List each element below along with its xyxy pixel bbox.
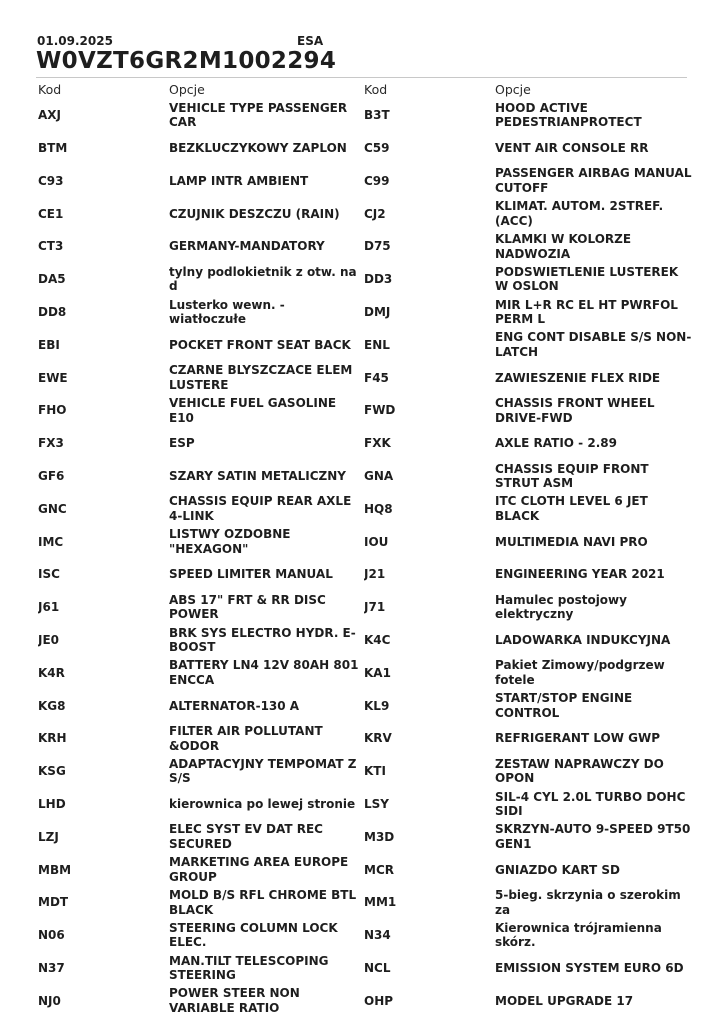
- option-desc-left: [169, 689, 361, 722]
- column-header-options-left: Opcje: [169, 82, 205, 97]
- option-desc-right-text: SKRZYN-AUTO 9-SPEED 9T50 GEN1: [495, 822, 691, 851]
- option-code-right-text: F45: [364, 370, 389, 385]
- option-desc-right-text: Kierownica trójramienna skórz.: [495, 920, 662, 950]
- option-code-right: [364, 197, 484, 230]
- option-desc-right: [495, 263, 695, 296]
- option-code-left-text: IMC: [38, 534, 64, 549]
- option-desc-left: [169, 624, 361, 657]
- option-code-right: [364, 427, 484, 460]
- option-code-right-text: KL9: [364, 698, 390, 713]
- option-code-left-text: GNC: [38, 501, 67, 516]
- option-code-right: [364, 525, 484, 558]
- option-code-left-text: CT3: [38, 239, 64, 254]
- option-desc-left: [169, 296, 361, 329]
- option-desc-left: [169, 722, 361, 755]
- option-code-right-text: KTI: [364, 764, 386, 779]
- option-code-left-text: FX3: [38, 436, 64, 451]
- option-code-left-text: KSG: [38, 764, 66, 779]
- option-code-left: [38, 985, 158, 1018]
- option-desc-left-text: VEHICLE TYPE PASSENGER CAR: [169, 100, 348, 130]
- option-desc-left: [169, 755, 361, 788]
- option-desc-right: [495, 689, 695, 722]
- option-desc-right: [495, 99, 695, 132]
- option-code-right-text: HQ8: [364, 501, 393, 516]
- table-row: [0, 853, 723, 886]
- option-code-left-text: BTM: [38, 140, 68, 155]
- option-desc-left: [169, 230, 361, 263]
- option-code-right: [364, 985, 484, 1018]
- option-code-left: [38, 361, 158, 394]
- option-desc-right: [495, 525, 695, 558]
- option-desc-right: [495, 558, 695, 591]
- option-code-right-text: KA1: [364, 665, 391, 680]
- option-code-left: [38, 624, 158, 657]
- option-desc-left-text: LAMP INTR AMBIENT: [169, 173, 309, 188]
- option-desc-right-text: 5-bieg. skrzynia o szerokim za: [495, 888, 681, 917]
- option-code-right: [364, 558, 484, 591]
- option-code-left-text: CE1: [38, 206, 64, 221]
- option-desc-right-text: SIL-4 CYL 2.0L TURBO DOHC SIDI: [495, 789, 686, 819]
- table-row: [0, 493, 723, 526]
- option-desc-right-text: EMISSION SYSTEM EURO 6D: [495, 960, 684, 975]
- option-desc-right: [495, 460, 695, 493]
- option-desc-right-text: MODEL UPGRADE 17: [495, 993, 634, 1008]
- option-desc-right: [495, 296, 695, 329]
- option-code-left-text: J61: [38, 600, 60, 615]
- table-row: [0, 394, 723, 427]
- table-row: [0, 919, 723, 952]
- option-code-left: [38, 165, 158, 198]
- option-desc-right-text: CHASSIS FRONT WHEEL DRIVE-FWD: [495, 396, 655, 425]
- option-desc-left: [169, 558, 361, 591]
- option-code-right: [364, 886, 484, 919]
- table-row: [0, 788, 723, 821]
- option-code-left-text: DD8: [38, 304, 67, 319]
- option-desc-left: [169, 591, 361, 624]
- option-desc-left-text: BATTERY LN4 12V 80AH 801 ENCCA: [169, 658, 359, 687]
- option-code-left-text: ISC: [38, 567, 60, 582]
- option-code-left: [38, 427, 158, 460]
- option-desc-right-text: MIR L+R RC EL HT PWRFOL PERM L: [495, 297, 678, 327]
- option-desc-left: [169, 132, 361, 165]
- option-desc-left-text: BRK SYS ELECTRO HYDR. E-BOOST: [169, 625, 356, 655]
- option-desc-left-text: CHASSIS EQUIP REAR AXLE 4-LINK: [169, 494, 352, 523]
- option-code-right-text: DD3: [364, 272, 393, 287]
- option-code-right: [364, 394, 484, 427]
- column-header-code-right: Kod: [364, 82, 388, 97]
- option-code-right-text: FWD: [364, 403, 396, 418]
- option-desc-left-text: VEHICLE FUEL GASOLINE E10: [169, 396, 337, 425]
- option-code-left: [38, 230, 158, 263]
- option-code-left-text: DA5: [38, 272, 66, 287]
- table-row: [0, 263, 723, 296]
- option-desc-right-text: ENG CONT DISABLE S/S NON-LATCH: [495, 330, 692, 359]
- option-desc-right-text: KLAMKI W KOLORZE NADWOZIA: [495, 232, 632, 261]
- option-desc-left: [169, 197, 361, 230]
- table-row: [0, 657, 723, 690]
- option-desc-left: [169, 99, 361, 132]
- option-code-left-text: AXJ: [38, 108, 62, 123]
- option-desc-right-text: KLIMAT. AUTOM. 2STREF. (ACC): [495, 199, 664, 228]
- option-desc-left: [169, 165, 361, 198]
- option-desc-left: [169, 460, 361, 493]
- option-code-left-text: MBM: [38, 862, 72, 877]
- column-header-options-right: Opcje: [495, 82, 531, 97]
- option-code-right: [364, 460, 484, 493]
- option-desc-left: [169, 886, 361, 919]
- option-desc-left-text: FILTER AIR POLLUTANT &ODOR: [169, 724, 323, 753]
- option-desc-left-text: STEERING COLUMN LOCK ELEC.: [169, 920, 338, 950]
- option-code-right-text: DMJ: [364, 304, 391, 319]
- option-code-left: [38, 263, 158, 296]
- option-desc-right: [495, 493, 695, 526]
- option-code-right-text: J71: [364, 600, 386, 615]
- option-code-right-text: N34: [364, 928, 391, 943]
- option-code-right-text: IOU: [364, 534, 389, 549]
- option-code-right-text: M3D: [364, 829, 395, 844]
- option-desc-left: [169, 952, 361, 985]
- option-desc-right: [495, 624, 695, 657]
- option-desc-right: [495, 919, 695, 952]
- option-desc-left-text: MOLD B/S RFL CHROME BTL BLACK: [169, 888, 357, 917]
- option-desc-right: [495, 788, 695, 821]
- option-desc-left-text: GERMANY-MANDATORY: [169, 239, 325, 254]
- option-desc-right: [495, 591, 695, 624]
- option-code-right-text: MM1: [364, 895, 397, 910]
- option-code-right-text: D75: [364, 239, 391, 254]
- option-desc-right-text: Hamulec postojowy elektryczny: [495, 592, 627, 622]
- option-code-left: [38, 493, 158, 526]
- option-desc-left: [169, 493, 361, 526]
- option-desc-right-text: AXLE RATIO - 2.89: [495, 436, 617, 451]
- option-desc-right-text: ZESTAW NAPRAWCZY DO OPON: [495, 756, 664, 786]
- option-desc-right: [495, 165, 695, 198]
- table-row: [0, 427, 723, 460]
- option-desc-right-text: START/STOP ENGINE CONTROL: [495, 691, 633, 720]
- option-desc-left: [169, 919, 361, 952]
- option-desc-left-text: LISTWY OZDOBNE "HEXAGON": [169, 527, 291, 556]
- option-desc-right-text: ITC CLOTH LEVEL 6 JET BLACK: [495, 494, 648, 523]
- column-header-code-left: Kod: [38, 82, 62, 97]
- option-desc-right-text: ENGINEERING YEAR 2021: [495, 567, 665, 582]
- option-code-left: [38, 755, 158, 788]
- option-code-right-text: MCR: [364, 862, 394, 877]
- header-divider: [36, 77, 687, 78]
- option-code-left-text: K4R: [38, 665, 65, 680]
- option-desc-left-text: tylny podlokietnik z otw. na d: [169, 264, 357, 294]
- option-code-left: [38, 722, 158, 755]
- table-row: [0, 624, 723, 657]
- option-code-left: [38, 394, 158, 427]
- option-desc-right-text: PODSWIETLENIE LUSTEREK W OSLON: [495, 264, 679, 294]
- table-row: [0, 821, 723, 854]
- option-desc-left-text: MAN.TILT TELESCOPING STEERING: [169, 953, 329, 983]
- option-desc-left-text: ELEC SYST EV DAT REC SECURED: [169, 822, 323, 851]
- option-code-right: [364, 919, 484, 952]
- option-desc-right-text: CHASSIS EQUIP FRONT STRUT ASM: [495, 461, 649, 491]
- option-desc-left-text: ABS 17" FRT & RR DISC POWER: [169, 592, 326, 622]
- option-code-left: [38, 657, 158, 690]
- option-code-right: [364, 788, 484, 821]
- table-row: [0, 952, 723, 985]
- table-row: [0, 591, 723, 624]
- document-date: 01.09.2025: [37, 34, 113, 48]
- option-desc-left-text: Lusterko wewn. - wiatłoczułe: [169, 297, 285, 327]
- option-desc-right: [495, 230, 695, 263]
- option-desc-left: [169, 394, 361, 427]
- option-desc-right-text: HOOD ACTIVE PEDESTRIANPROTECT: [495, 100, 642, 130]
- option-code-right: [364, 722, 484, 755]
- option-code-left-text: EWE: [38, 370, 68, 385]
- option-desc-right: [495, 657, 695, 690]
- option-desc-left-text: SPEED LIMITER MANUAL: [169, 567, 333, 582]
- table-row: [0, 558, 723, 591]
- table-row: [0, 689, 723, 722]
- option-code-right: [364, 624, 484, 657]
- option-desc-left: [169, 788, 361, 821]
- option-code-right: [364, 296, 484, 329]
- option-desc-left: [169, 821, 361, 854]
- option-code-left: [38, 132, 158, 165]
- option-desc-left-text: ESP: [169, 436, 195, 451]
- option-desc-left: [169, 263, 361, 296]
- option-desc-left: [169, 329, 361, 362]
- option-desc-left: [169, 525, 361, 558]
- option-desc-left-text: kierownica po lewej stronie: [169, 796, 356, 811]
- option-code-left: [38, 591, 158, 624]
- option-code-right: [364, 263, 484, 296]
- option-desc-right: [495, 361, 695, 394]
- option-desc-left-text: CZARNE BLYSZCZACE ELEM LUSTERE: [169, 363, 353, 392]
- option-desc-right: [495, 755, 695, 788]
- option-code-right-text: CJ2: [364, 206, 386, 221]
- option-code-right-text: J21: [364, 567, 386, 582]
- option-code-left: [38, 329, 158, 362]
- option-desc-right: [495, 952, 695, 985]
- option-desc-right-text: ZAWIESZENIE FLEX RIDE: [495, 370, 661, 385]
- option-code-right: [364, 329, 484, 362]
- option-code-right: [364, 99, 484, 132]
- option-desc-right: [495, 722, 695, 755]
- option-desc-left-text: POWER STEER NON VARIABLE RATIO: [169, 986, 300, 1015]
- option-desc-right: [495, 132, 695, 165]
- option-code-right-text: NCL: [364, 960, 391, 975]
- table-row: [0, 722, 723, 755]
- option-desc-left-text: CZUJNIK DESZCZU (RAIN): [169, 206, 340, 221]
- option-desc-right: [495, 394, 695, 427]
- option-desc-right-text: PASSENGER AIRBAG MANUAL CUTOFF: [495, 166, 692, 195]
- option-desc-right-text: VENT AIR CONSOLE RR: [495, 140, 649, 155]
- option-code-right-text: GNA: [364, 468, 394, 483]
- option-code-left-text: N37: [38, 960, 65, 975]
- option-code-right: [364, 755, 484, 788]
- table-row: [0, 329, 723, 362]
- option-desc-left: [169, 985, 361, 1018]
- option-code-left: [38, 525, 158, 558]
- option-code-left: [38, 886, 158, 919]
- option-desc-right-text: GNIAZDO KART SD: [495, 862, 620, 877]
- option-desc-left: [169, 427, 361, 460]
- option-code-right: [364, 952, 484, 985]
- option-code-left-text: GF6: [38, 468, 65, 483]
- option-code-right: [364, 853, 484, 886]
- option-desc-right-text: MULTIMEDIA NAVI PRO: [495, 534, 648, 549]
- option-desc-left: [169, 657, 361, 690]
- option-code-right-text: KRV: [364, 731, 392, 746]
- option-desc-right: [495, 427, 695, 460]
- option-desc-right: [495, 886, 695, 919]
- document-code: ESA: [297, 34, 324, 48]
- option-code-right: [364, 132, 484, 165]
- option-code-left: [38, 296, 158, 329]
- option-code-left: [38, 460, 158, 493]
- table-row: [0, 197, 723, 230]
- option-desc-right: [495, 329, 695, 362]
- option-desc-right: [495, 197, 695, 230]
- option-code-right: [364, 689, 484, 722]
- option-code-left: [38, 788, 158, 821]
- option-code-right-text: OHP: [364, 993, 394, 1008]
- option-desc-left: [169, 853, 361, 886]
- option-code-left: [38, 821, 158, 854]
- table-row: [0, 361, 723, 394]
- option-code-right-text: ENL: [364, 337, 390, 352]
- option-code-left: [38, 853, 158, 886]
- option-desc-right: [495, 821, 695, 854]
- option-desc-left-text: SZARY SATIN METALICZNY: [169, 468, 346, 483]
- option-code-right: [364, 657, 484, 690]
- vin-number: W0VZT6GR2M1002294: [36, 48, 337, 74]
- option-desc-left-text: ADAPTACYJNY TEMPOMAT Z S/S: [169, 756, 357, 786]
- option-desc-right-text: LADOWARKA INDUKCYJNA: [495, 632, 671, 647]
- option-code-left-text: FHO: [38, 403, 67, 418]
- option-code-left-text: KRH: [38, 731, 67, 746]
- table-row: [0, 755, 723, 788]
- option-desc-right-text: Pakiet Zimowy/podgrzew fotele: [495, 658, 665, 687]
- option-code-left: [38, 558, 158, 591]
- table-row: [0, 886, 723, 919]
- option-code-left: [38, 197, 158, 230]
- option-code-left: [38, 99, 158, 132]
- option-desc-right: [495, 853, 695, 886]
- option-desc-left-text: MARKETING AREA EUROPE GROUP: [169, 855, 349, 884]
- option-desc-left-text: BEZKLUCZYKOWY ZAPLON: [169, 140, 347, 155]
- option-code-right-text: K4C: [364, 632, 391, 647]
- option-code-right: [364, 821, 484, 854]
- option-code-left-text: N06: [38, 928, 65, 943]
- option-desc-right: [495, 985, 695, 1018]
- table-row: [0, 132, 723, 165]
- table-row: [0, 525, 723, 558]
- table-row: [0, 985, 723, 1018]
- option-code-left-text: KG8: [38, 698, 66, 713]
- option-code-right-text: LSY: [364, 796, 389, 811]
- table-row: [0, 99, 723, 132]
- option-code-left-text: C93: [38, 173, 64, 188]
- option-code-left-text: LHD: [38, 796, 66, 811]
- option-code-left: [38, 919, 158, 952]
- option-code-right: [364, 493, 484, 526]
- table-row: [0, 296, 723, 329]
- option-code-right: [364, 230, 484, 263]
- option-desc-left-text: ALTERNATOR-130 A: [169, 698, 300, 713]
- option-code-right: [364, 361, 484, 394]
- option-code-left-text: EBI: [38, 337, 60, 352]
- option-code-left-text: JE0: [38, 632, 60, 647]
- option-code-left-text: NJ0: [38, 993, 61, 1008]
- option-code-right: [364, 165, 484, 198]
- option-code-left-text: LZJ: [38, 829, 59, 844]
- table-row: [0, 230, 723, 263]
- option-code-right: [364, 591, 484, 624]
- option-code-left: [38, 689, 158, 722]
- option-code-right-text: FXK: [364, 436, 391, 451]
- option-code-left-text: MDT: [38, 895, 69, 910]
- option-desc-right-text: REFRIGERANT LOW GWP: [495, 731, 661, 746]
- table-row: [0, 165, 723, 198]
- option-code-right-text: C99: [364, 173, 390, 188]
- table-row: [0, 460, 723, 493]
- option-desc-left: [169, 361, 361, 394]
- option-desc-left-text: POCKET FRONT SEAT BACK: [169, 337, 351, 352]
- option-code-right-text: B3T: [364, 108, 390, 123]
- option-code-left: [38, 952, 158, 985]
- option-code-right-text: C59: [364, 140, 390, 155]
